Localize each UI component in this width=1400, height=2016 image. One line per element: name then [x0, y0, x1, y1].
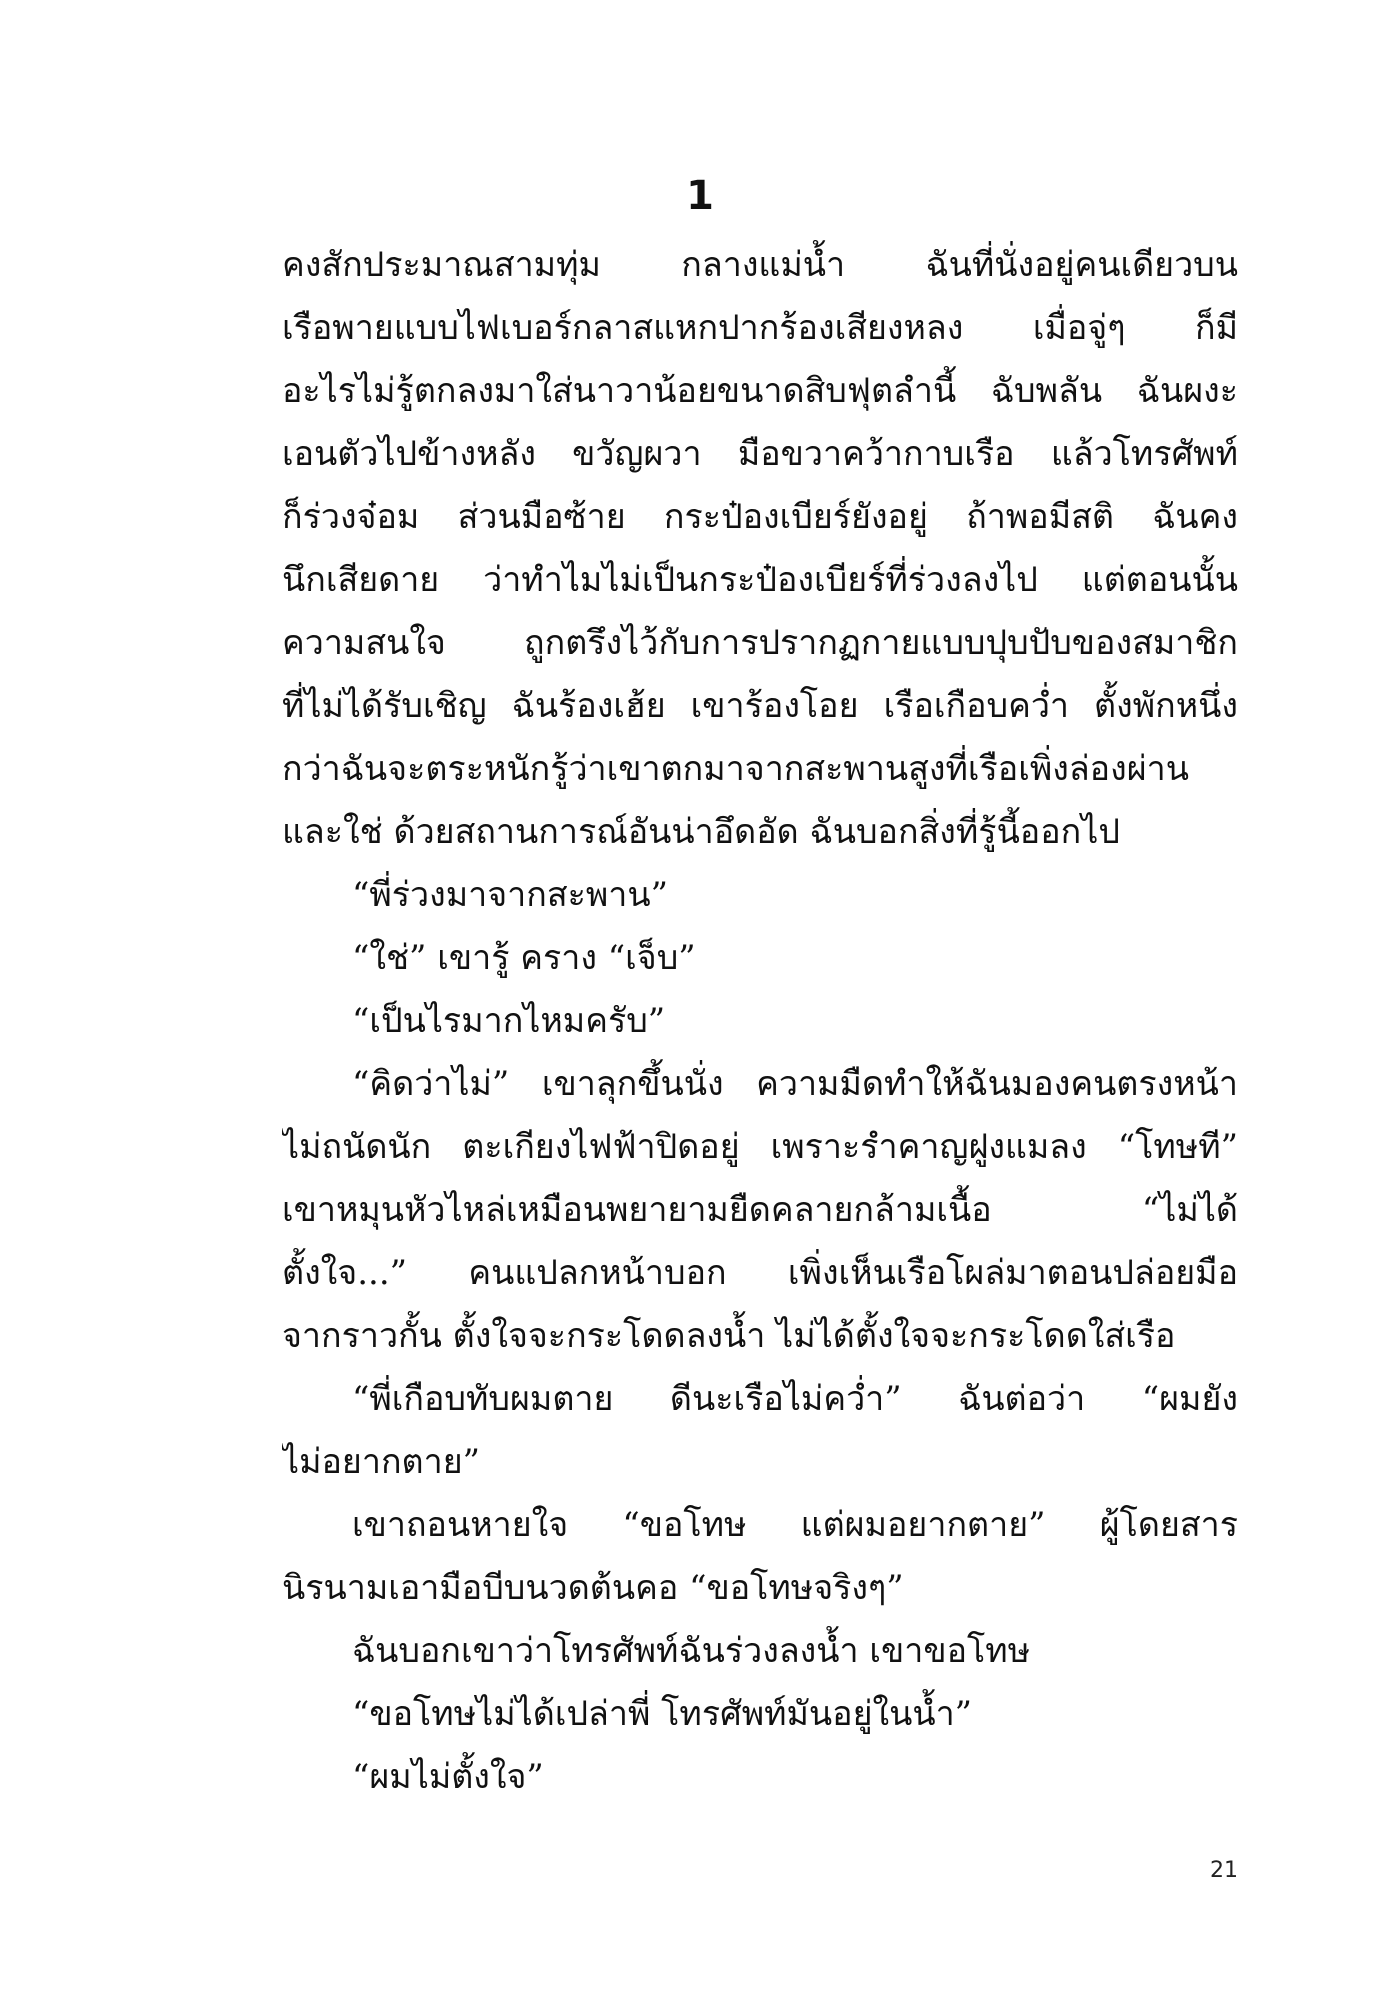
dialogue-line: “ใช่” เขารู้ คราง “เจ็บ”	[352, 938, 696, 978]
dialogue-line: “พี่เกือบทับผมตาย ดีนะเรือไม่คว่ำ” ฉันต่อว่า “ผมยัง	[352, 1379, 1238, 1419]
page-number: 21	[1210, 1858, 1238, 1883]
text-line: ไม่อยากตาย”	[282, 1442, 481, 1482]
text-line: เขาหมุนหัวไหล่เหมือนพยายามยืดคลายกล้ามเนื้อ “ไม่ได้	[282, 1190, 1238, 1230]
dialogue-line: “ผมไม่ตั้งใจ”	[352, 1757, 544, 1797]
text-line: คงสักประมาณสามทุ่ม กลางแม่น้ำ ฉันที่นั่งอยู่คนเดียวบน	[282, 245, 1238, 285]
text-line: ก็ร่วงจ๋อม ส่วนมือซ้าย กระป๋องเบียร์ยังอยู่ ถ้าพอมีสติ ฉันคง	[282, 497, 1238, 537]
text-line: นิรนามเอามือบีบนวดต้นคอ “ขอโทษจริงๆ”	[282, 1568, 904, 1608]
text-line: อะไรไม่รู้ตกลงมาใส่นาวาน้อยขนาดสิบฟุตลำนี้ ฉับพลัน ฉันผงะ	[282, 371, 1238, 411]
text-line: ที่ไม่ได้รับเชิญ ฉันร้องเฮ้ย เขาร้องโอย เรือเกือบคว่ำ ตั้งพักหนึ่ง	[282, 686, 1238, 726]
text-line: เรือพายแบบไฟเบอร์กลาสแหกปากร้องเสียงหลง เมื่อจู่ๆ ก็มี	[282, 308, 1238, 348]
text-line: และใช่ ด้วยสถานการณ์อันน่าอึดอัด ฉันบอกสิ่งที่รู้นี้ออกไป	[282, 812, 1120, 852]
dialogue-line: “พี่ร่วงมาจากสะพาน”	[352, 875, 668, 915]
text-line: ไม่ถนัดนัก ตะเกียงไฟฟ้าปิดอยู่ เพราะรำคาญฝูงแมลง “โทษที”	[282, 1127, 1238, 1167]
dialogue-line: “คิดว่าไม่” เขาลุกขึ้นนั่ง ความมืดทำให้ฉันมองคนตรงหน้า	[352, 1064, 1238, 1104]
text-line: เขาถอนหายใจ “ขอโทษ แต่ผมอยากตาย” ผู้โดยสาร	[352, 1505, 1238, 1545]
text-line: เอนตัวไปข้างหลัง ขวัญผวา มือขวาคว้ากาบเรือ แล้วโทรศัพท์	[282, 434, 1238, 474]
chapter-number: 1	[686, 173, 714, 219]
dialogue-line: “เป็นไรมากไหมครับ”	[352, 1001, 666, 1041]
dialogue-line: “ขอโทษไม่ได้เปล่าพี่ โทรศัพท์มันอยู่ในน้ำ”	[352, 1694, 973, 1734]
text-line: จากราวกั้น ตั้งใจจะกระโดดลงน้ำ ไม่ได้ตั้งใจจะกระโดดใส่เรือ	[282, 1316, 1176, 1356]
body-text	[282, 234, 1238, 1809]
text-line: กว่าฉันจะตระหนักรู้ว่าเขาตกมาจากสะพานสูงที่เรือเพิ่งล่องผ่าน	[282, 749, 1189, 789]
text-line: นึกเสียดาย ว่าทำไมไม่เป็นกระป๋องเบียร์ที่ร่วงลงไป แต่ตอนนั้น	[282, 560, 1238, 600]
text-line: ฉันบอกเขาว่าโทรศัพท์ฉันร่วงลงน้ำ เขาขอโทษ	[352, 1631, 1031, 1671]
text-line: ความสนใจ ถูกตรึงไว้กับการปรากฏกายแบบปุบปับของสมาชิก	[282, 623, 1238, 663]
text-line: ตั้งใจ...” คนแปลกหน้าบอก เพิ่งเห็นเรือโผล่มาตอนปล่อยมือ	[282, 1253, 1238, 1293]
